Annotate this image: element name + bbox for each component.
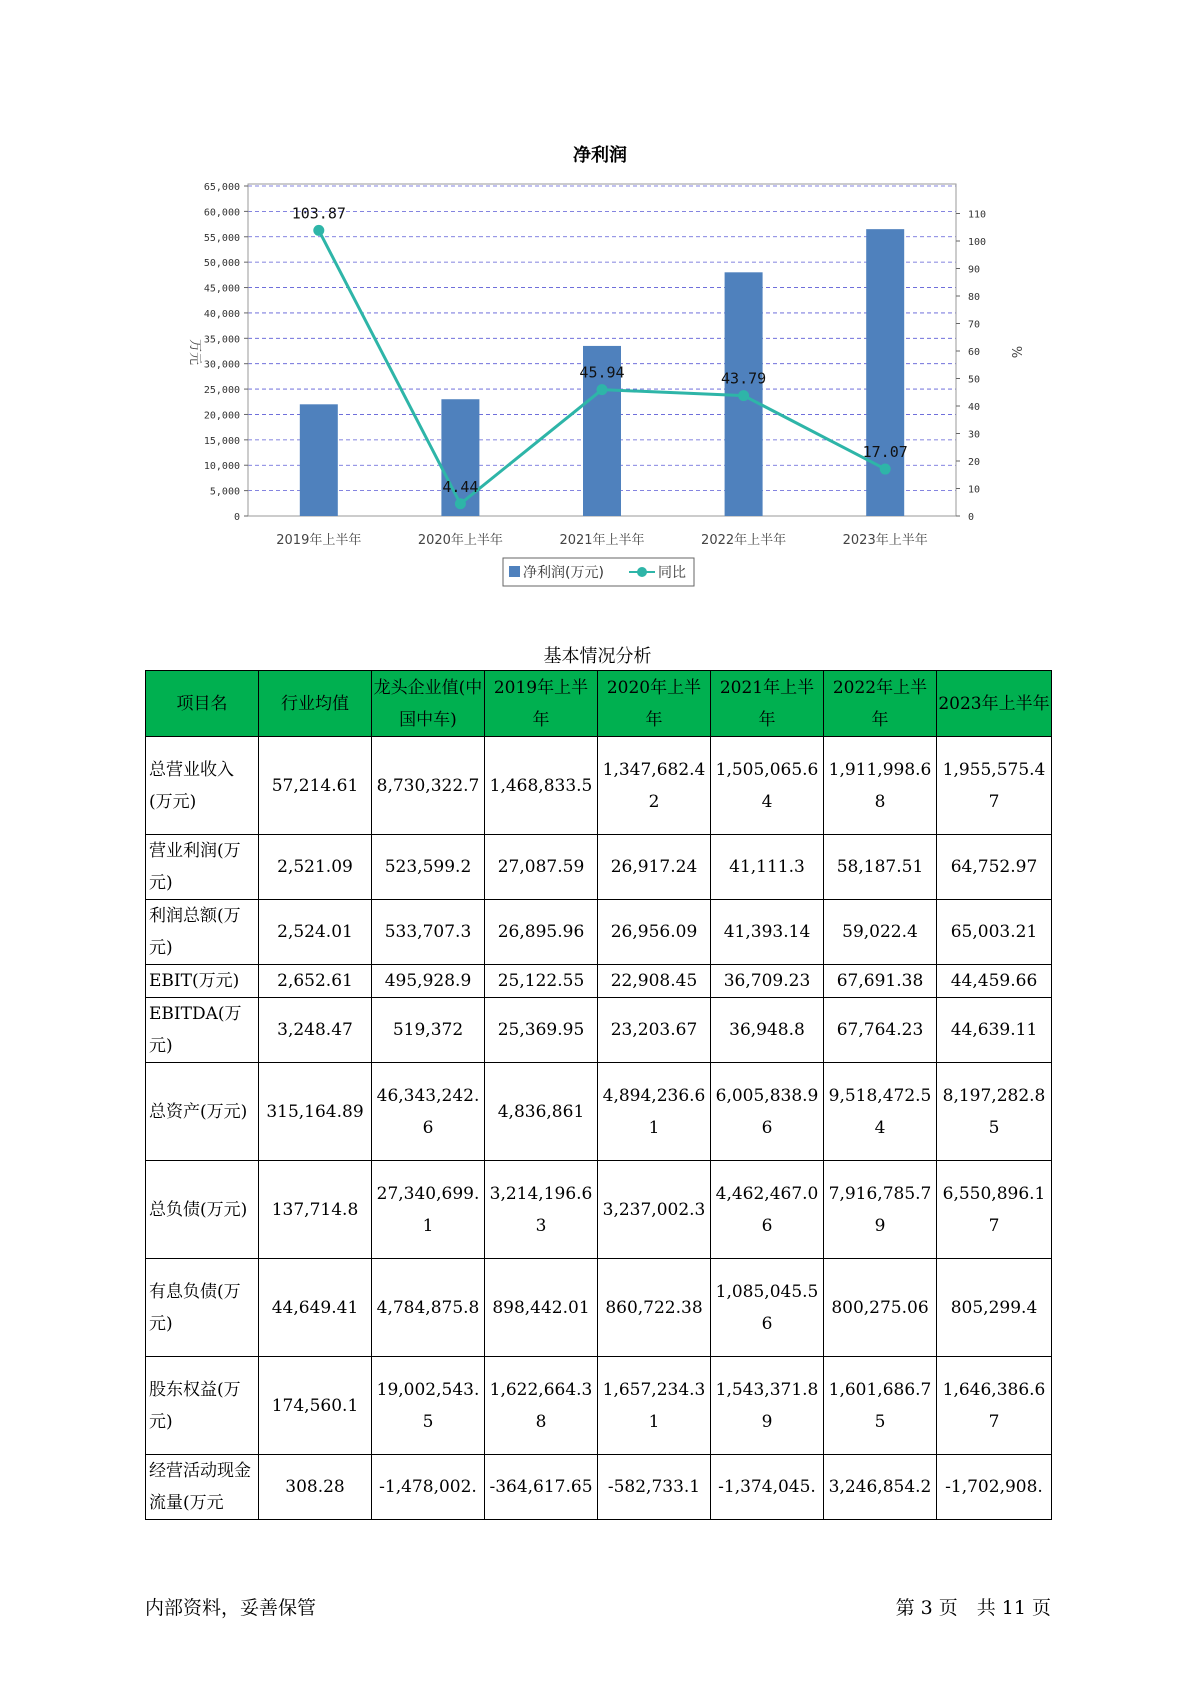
value-cell: 27,340,699.1 bbox=[372, 1161, 485, 1259]
y-tick-label: 40,000 bbox=[203, 308, 240, 320]
y2-tick-label: 110 bbox=[968, 209, 987, 221]
value-cell: 44,639.11 bbox=[937, 998, 1052, 1063]
row-label-cell: 总资产(万元) bbox=[146, 1063, 259, 1161]
column-header: 行业均值 bbox=[259, 671, 372, 737]
yoy-point bbox=[880, 464, 891, 475]
y-tick-label: 55,000 bbox=[203, 232, 240, 244]
value-cell: 26,895.96 bbox=[485, 900, 598, 965]
chart-legend bbox=[503, 558, 694, 586]
y2-tick-label: 50 bbox=[968, 374, 981, 386]
value-cell: 65,003.21 bbox=[937, 900, 1052, 965]
value-cell: 800,275.06 bbox=[824, 1259, 937, 1357]
table-row bbox=[146, 737, 1052, 835]
value-cell: 519,372 bbox=[372, 998, 485, 1063]
table-row bbox=[146, 998, 1052, 1063]
yoy-data-label: 43.79 bbox=[721, 369, 767, 388]
column-header: 2023年上半年 bbox=[937, 671, 1052, 737]
value-cell: 3,248.47 bbox=[259, 998, 372, 1063]
value-cell: 2,524.01 bbox=[259, 900, 372, 965]
y2-tick-label: 10 bbox=[968, 484, 981, 496]
value-cell: 26,956.09 bbox=[598, 900, 711, 965]
legend-line-label: 同比 bbox=[658, 565, 686, 581]
value-cell: 25,369.95 bbox=[485, 998, 598, 1063]
value-cell: 27,087.59 bbox=[485, 835, 598, 900]
y-tick-label: 65,000 bbox=[203, 182, 240, 193]
value-cell: 1,911,998.68 bbox=[824, 737, 937, 835]
y2-tick-label: 80 bbox=[968, 292, 981, 303]
y2-tick-label: 90 bbox=[968, 264, 981, 276]
value-cell: 59,022.4 bbox=[824, 900, 937, 965]
y-tick-label: 15,000 bbox=[203, 435, 240, 447]
left-axis-ticks bbox=[204, 182, 248, 523]
table-row bbox=[146, 1455, 1052, 1520]
row-label-cell: EBIT(万元) bbox=[146, 965, 259, 998]
bar bbox=[300, 404, 338, 516]
value-cell: 44,459.66 bbox=[937, 965, 1052, 998]
column-header: 龙头企业值(中国中车) bbox=[372, 671, 485, 737]
value-cell: 19,002,543.5 bbox=[372, 1357, 485, 1455]
value-cell: 495,928.9 bbox=[372, 965, 485, 998]
chart-title: 净利润 bbox=[573, 145, 627, 166]
value-cell: 8,197,282.85 bbox=[937, 1063, 1052, 1161]
value-cell: 36,709.23 bbox=[711, 965, 824, 998]
value-cell: 58,187.51 bbox=[824, 835, 937, 900]
value-cell: 46,343,242.6 bbox=[372, 1063, 485, 1161]
value-cell: 1,543,371.89 bbox=[711, 1357, 824, 1455]
y2-tick-label: 0 bbox=[968, 512, 975, 523]
value-cell: 23,203.67 bbox=[598, 998, 711, 1063]
y-tick-label: 5,000 bbox=[209, 486, 240, 498]
value-cell: 1,646,386.67 bbox=[937, 1357, 1052, 1455]
table-row bbox=[146, 965, 1052, 998]
yoy-data-label: 17.07 bbox=[862, 443, 908, 462]
value-cell: 26,917.24 bbox=[598, 835, 711, 900]
value-cell: -1,702,908. bbox=[937, 1455, 1052, 1520]
y-tick-label: 10,000 bbox=[203, 461, 240, 473]
value-cell: 6,005,838.96 bbox=[711, 1063, 824, 1161]
column-header: 2020年上半年 bbox=[598, 671, 711, 737]
y2-tick-label: 70 bbox=[968, 319, 981, 331]
y-tick-label: 20,000 bbox=[203, 410, 240, 422]
row-label-cell: 总负债(万元) bbox=[146, 1161, 259, 1259]
value-cell: 25,122.55 bbox=[485, 965, 598, 998]
yoy-point bbox=[738, 390, 749, 401]
row-label-cell: 经营活动现金流量(万元 bbox=[146, 1455, 259, 1520]
y-tick-label: 25,000 bbox=[203, 385, 240, 397]
value-cell: 7,916,785.79 bbox=[824, 1161, 937, 1259]
value-cell: 67,764.23 bbox=[824, 998, 937, 1063]
value-cell: 1,955,575.47 bbox=[937, 737, 1052, 835]
yoy-point bbox=[455, 498, 466, 509]
value-cell: 9,518,472.54 bbox=[824, 1063, 937, 1161]
y-tick-label: 35,000 bbox=[203, 334, 240, 346]
row-label-cell: EBITDA(万元) bbox=[146, 998, 259, 1063]
value-cell: 1,601,686.75 bbox=[824, 1357, 937, 1455]
value-cell: 3,246,854.2 bbox=[824, 1455, 937, 1520]
column-header: 2021年上半年 bbox=[711, 671, 824, 737]
value-cell: 4,462,467.06 bbox=[711, 1161, 824, 1259]
value-cell: -582,733.1 bbox=[598, 1455, 711, 1520]
value-cell: 3,237,002.3 bbox=[598, 1161, 711, 1259]
value-cell: -1,374,045. bbox=[711, 1455, 824, 1520]
y2-tick-label: 20 bbox=[968, 457, 981, 468]
value-cell: 805,299.4 bbox=[937, 1259, 1052, 1357]
y2-tick-label: 40 bbox=[968, 402, 981, 413]
y2-axis-label: % bbox=[1008, 345, 1023, 359]
y2-tick-label: 30 bbox=[968, 429, 981, 441]
yoy-point bbox=[313, 225, 324, 236]
legend-bar-label: 净利润(万元) bbox=[523, 565, 604, 581]
y-tick-label: 30,000 bbox=[203, 359, 240, 371]
value-cell: 3,214,196.63 bbox=[485, 1161, 598, 1259]
value-cell: 4,894,236.61 bbox=[598, 1063, 711, 1161]
y-axis-label: 万元 bbox=[187, 338, 202, 366]
value-cell: 523,599.2 bbox=[372, 835, 485, 900]
table-row bbox=[146, 1063, 1052, 1161]
footer-confidential-note: 内部资料，妥善保管 bbox=[145, 1597, 317, 1619]
table-row bbox=[146, 900, 1052, 965]
value-cell: 6,550,896.17 bbox=[937, 1161, 1052, 1259]
value-cell: 57,214.61 bbox=[259, 737, 372, 835]
x-category-label: 2021年上半年 bbox=[559, 533, 645, 548]
table-header-row bbox=[146, 671, 1052, 737]
value-cell: 1,347,682.42 bbox=[598, 737, 711, 835]
table-row bbox=[146, 835, 1052, 900]
value-cell: 44,649.41 bbox=[259, 1259, 372, 1357]
row-label-cell: 有息负债(万元) bbox=[146, 1259, 259, 1357]
y-tick-label: 60,000 bbox=[203, 207, 240, 219]
y-tick-label: 45,000 bbox=[203, 283, 240, 295]
value-cell: 898,442.01 bbox=[485, 1259, 598, 1357]
value-cell: -1,478,002. bbox=[372, 1455, 485, 1520]
value-cell: 1,505,065.64 bbox=[711, 737, 824, 835]
value-cell: 174,560.1 bbox=[259, 1357, 372, 1455]
value-cell: 41,393.14 bbox=[711, 900, 824, 965]
row-label-cell: 利润总额(万元) bbox=[146, 900, 259, 965]
legend-bar-swatch bbox=[509, 566, 520, 577]
value-cell: 41,111.3 bbox=[711, 835, 824, 900]
value-cell: 36,948.8 bbox=[711, 998, 824, 1063]
table-row bbox=[146, 1357, 1052, 1455]
x-category-label: 2020年上半年 bbox=[417, 533, 503, 548]
column-header: 2019年上半年 bbox=[485, 671, 598, 737]
yoy-data-label: 103.87 bbox=[291, 204, 346, 223]
yoy-point bbox=[597, 384, 608, 395]
value-cell: -364,617.65 bbox=[485, 1455, 598, 1520]
value-cell: 533,707.3 bbox=[372, 900, 485, 965]
value-cell: 64,752.97 bbox=[937, 835, 1052, 900]
value-cell: 4,836,861 bbox=[485, 1063, 598, 1161]
row-label-cell: 营业利润(万元) bbox=[146, 835, 259, 900]
x-category-label: 2022年上半年 bbox=[701, 533, 787, 548]
y2-tick-label: 100 bbox=[968, 237, 987, 248]
row-label-cell: 总营业收入(万元) bbox=[146, 737, 259, 835]
value-cell: 67,691.38 bbox=[824, 965, 937, 998]
yoy-data-label: 45.94 bbox=[579, 363, 625, 382]
right-axis-ticks bbox=[956, 210, 986, 524]
x-category-label: 2023年上半年 bbox=[842, 533, 928, 548]
value-cell: 315,164.89 bbox=[259, 1063, 372, 1161]
legend-line-marker bbox=[637, 567, 647, 577]
value-cell: 2,652.61 bbox=[259, 965, 372, 998]
value-cell: 1,657,234.31 bbox=[598, 1357, 711, 1455]
x-axis-categories bbox=[276, 532, 927, 548]
value-cell: 1,468,833.5 bbox=[485, 737, 598, 835]
value-cell: 2,521.09 bbox=[259, 835, 372, 900]
table-title: 基本情况分析 bbox=[543, 646, 652, 667]
table-row bbox=[146, 1161, 1052, 1259]
row-label-cell: 股东权益(万元) bbox=[146, 1357, 259, 1455]
yoy-data-label: 4.44 bbox=[442, 477, 479, 496]
x-category-label: 2019年上半年 bbox=[276, 533, 362, 548]
y-tick-label: 0 bbox=[233, 512, 240, 523]
y2-tick-label: 60 bbox=[968, 347, 981, 358]
footer-page-number: 第 3 页 共 11 页 bbox=[895, 1597, 1051, 1619]
value-cell: 308.28 bbox=[259, 1455, 372, 1520]
net-profit-chart bbox=[0, 0, 1191, 600]
basic-analysis-table bbox=[145, 670, 1052, 1520]
column-header: 项目名 bbox=[146, 671, 259, 737]
y-tick-label: 50,000 bbox=[203, 258, 240, 270]
value-cell: 8,730,322.7 bbox=[372, 737, 485, 835]
value-cell: 1,622,664.38 bbox=[485, 1357, 598, 1455]
value-cell: 4,784,875.8 bbox=[372, 1259, 485, 1357]
value-cell: 137,714.8 bbox=[259, 1161, 372, 1259]
column-header: 2022年上半年 bbox=[824, 671, 937, 737]
value-cell: 22,908.45 bbox=[598, 965, 711, 998]
value-cell: 1,085,045.56 bbox=[711, 1259, 824, 1357]
table-row bbox=[146, 1259, 1052, 1357]
value-cell: 860,722.38 bbox=[598, 1259, 711, 1357]
